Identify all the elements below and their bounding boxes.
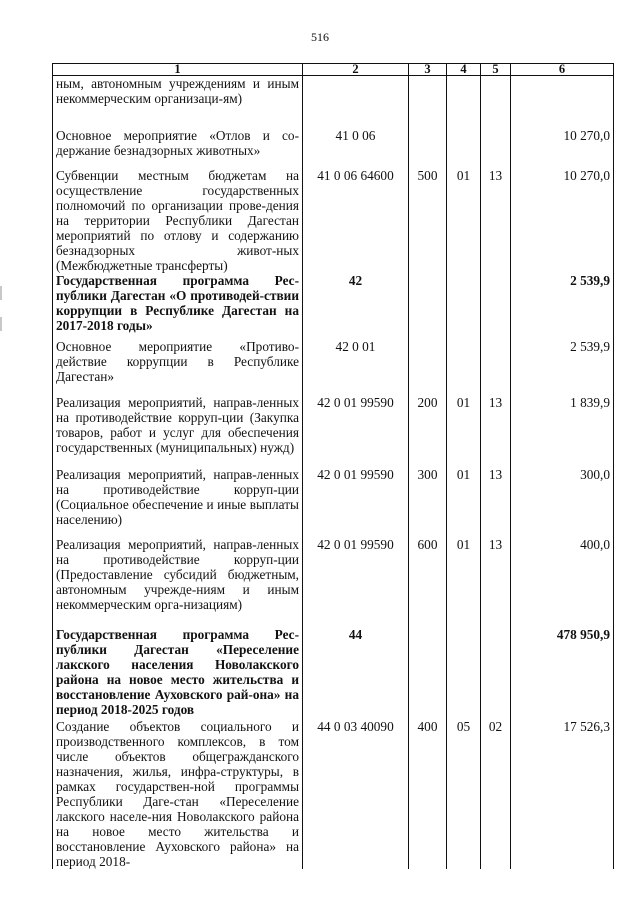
row-subsection: 02	[481, 719, 511, 869]
row-code: 41 0 06 64600	[303, 168, 409, 273]
row-section: 01	[447, 537, 481, 627]
row-amount: 10 270,0	[511, 128, 614, 168]
row-expense-type	[409, 339, 447, 395]
row-code: 44	[303, 627, 409, 719]
row-description: Государственная программа Рес-публики Дагестан «О противодей-ствии коррупции в Республике Дагестан на 2017-2018 годы»	[53, 273, 303, 339]
row-section: 01	[447, 467, 481, 537]
row-expense-type: 400	[409, 719, 447, 869]
row-code: 42 0 01	[303, 339, 409, 395]
row-amount: 2 539,9	[511, 273, 614, 339]
column-header-5: 5	[481, 64, 511, 76]
column-header-6: 6	[511, 64, 614, 76]
row-subsection	[481, 273, 511, 339]
row-expense-type	[409, 76, 447, 128]
table-header-row	[53, 64, 614, 76]
row-section	[447, 76, 481, 128]
column-header-3: 3	[409, 64, 447, 76]
row-expense-type	[409, 627, 447, 719]
table-row	[53, 168, 614, 273]
table-row	[53, 76, 614, 128]
row-amount: 10 270,0	[511, 168, 614, 273]
row-description: Основное мероприятие «Противо-действие коррупции в Республике Дагестан»	[53, 339, 303, 395]
row-description: ным, автономным учреждениям и иным некоммерческим организаци-ям)	[53, 76, 303, 128]
row-amount: 1 839,9	[511, 395, 614, 467]
row-expense-type: 600	[409, 537, 447, 627]
row-section: 01	[447, 168, 481, 273]
row-subsection: 13	[481, 395, 511, 467]
table-row	[53, 627, 614, 719]
row-amount: 400,0	[511, 537, 614, 627]
row-subsection: 13	[481, 537, 511, 627]
row-amount: 17 526,3	[511, 719, 614, 869]
row-description: Субвенции местным бюджетам на осуществление государственных полномочий по организации прове-дения на территории Республики Дагестан мероприятий по отлову и содержанию безнадзорных живот-ных (Межбюджетные трансферты)	[53, 168, 303, 273]
row-description: Создание объектов социального и производственного комплексов, в том числе объектов общегражданского назначения, жилья, инфра-структуры, в рамках государствен-ной программы Республики Даге-стан «Переселение лакского населе-ния Новолакского района на новое место жительства и восстановление Ауховского района» на период 2018-	[53, 719, 303, 869]
table-row	[53, 128, 614, 168]
row-amount: 300,0	[511, 467, 614, 537]
row-code: 44 0 03 40090	[303, 719, 409, 869]
row-amount	[511, 76, 614, 128]
page-number: 516	[311, 30, 329, 44]
row-section	[447, 627, 481, 719]
row-section	[447, 128, 481, 168]
row-subsection: 13	[481, 168, 511, 273]
row-description: Реализация мероприятий, направ-ленных на противодействие корруп-ции (Закупка товаров, работ и услуг для обеспечения государственных (муниципальных) нужд)	[53, 395, 303, 467]
row-subsection	[481, 128, 511, 168]
row-expense-type: 500	[409, 168, 447, 273]
row-amount: 478 950,9	[511, 627, 614, 719]
table-row	[53, 339, 614, 395]
column-header-1: 1	[53, 64, 303, 76]
row-subsection	[481, 339, 511, 395]
margin-mark	[0, 286, 2, 300]
row-section: 01	[447, 395, 481, 467]
table-row	[53, 537, 614, 627]
table-row	[53, 273, 614, 339]
row-subsection	[481, 627, 511, 719]
row-subsection	[481, 76, 511, 128]
row-code: 42 0 01 99590	[303, 467, 409, 537]
row-description: Реализация мероприятий, направ-ленных на противодействие корруп-ции (Социальное обеспечение и иные выплаты населению)	[53, 467, 303, 537]
budget-table	[52, 63, 614, 869]
row-section: 05	[447, 719, 481, 869]
row-description: Реализация мероприятий, направ-ленных на противодействие корруп-ции (Предоставление субсидий бюджетным, автономным учрежде-ниям и иным некоммерческим орга-низациям)	[53, 537, 303, 627]
table-row	[53, 467, 614, 537]
row-code: 42 0 01 99590	[303, 537, 409, 627]
row-section	[447, 339, 481, 395]
row-description: Государственная программа Рес-публики Дагестан «Переселение лакского населения Новолакского района на новое место жительства и восстановление Ауховского рай-она» на период 2018-2025 годов	[53, 627, 303, 719]
row-description: Основное мероприятие «Отлов и со-держание безнадзорных животных»	[53, 128, 303, 168]
margin-mark	[0, 317, 2, 331]
row-code: 42	[303, 273, 409, 339]
column-header-4: 4	[447, 64, 481, 76]
row-code: 41 0 06	[303, 128, 409, 168]
row-expense-type	[409, 128, 447, 168]
row-expense-type	[409, 273, 447, 339]
row-subsection: 13	[481, 467, 511, 537]
row-code	[303, 76, 409, 128]
row-expense-type: 200	[409, 395, 447, 467]
table-row	[53, 719, 614, 869]
row-amount: 2 539,9	[511, 339, 614, 395]
table-row	[53, 395, 614, 467]
column-header-2: 2	[303, 64, 409, 76]
row-expense-type: 300	[409, 467, 447, 537]
row-section	[447, 273, 481, 339]
row-code: 42 0 01 99590	[303, 395, 409, 467]
